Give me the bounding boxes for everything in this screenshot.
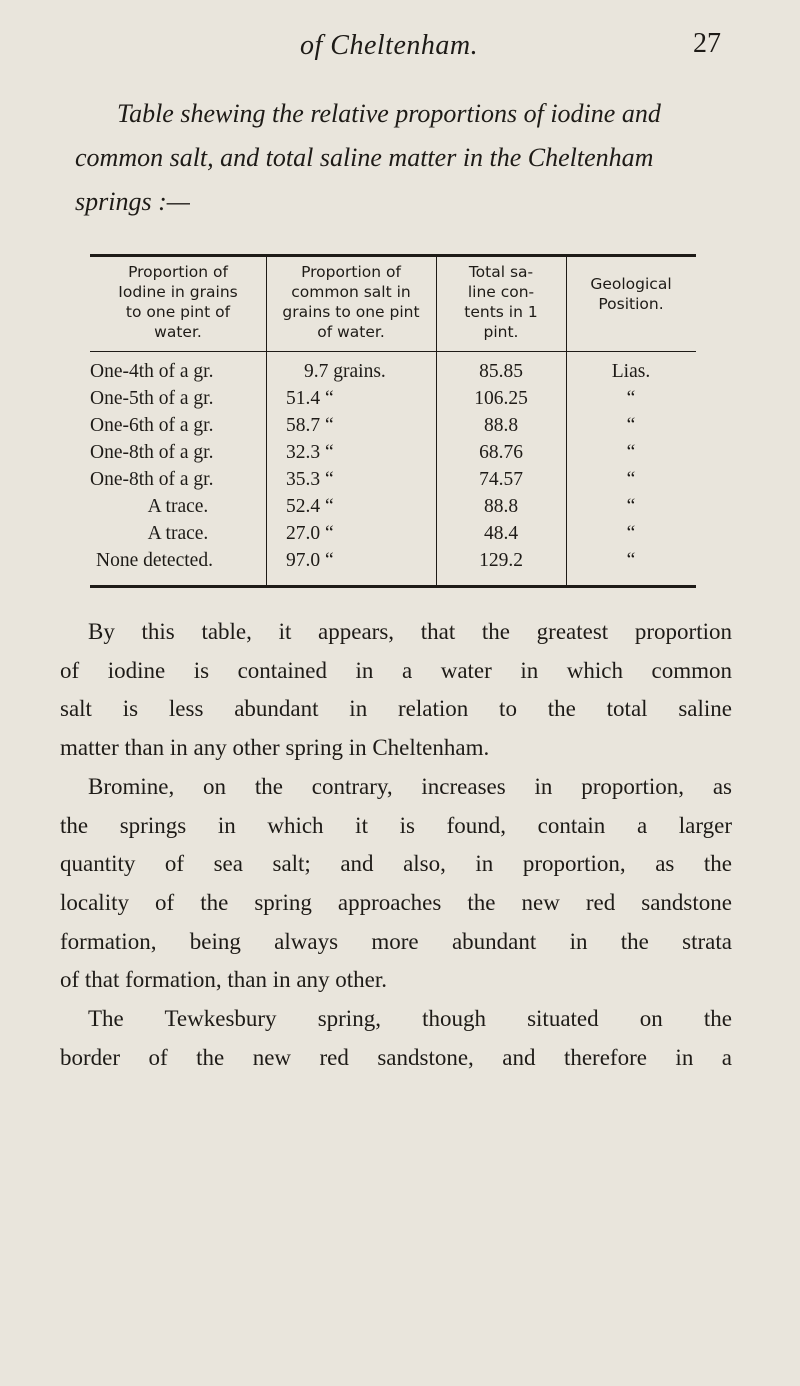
column-header-iodine: Proportion of Iodine in grains to one pint of water.	[118, 263, 238, 341]
cell-common-salt: 9.7 grains.	[304, 361, 386, 382]
cell-common-salt: 32.3 “	[286, 442, 334, 463]
cell-total-saline: 68.76	[479, 442, 523, 463]
text-line: Bromine, on the contrary, increases in proportion, as	[88, 773, 732, 799]
cell-geological-position: “	[626, 523, 636, 544]
running-title: of Cheltenham.	[300, 30, 479, 61]
body-paragraphs	[60, 613, 732, 1077]
cell-total-saline: 88.8	[483, 415, 519, 436]
table-header-rule	[90, 351, 696, 352]
caption-line: common salt, and total saline matter in the Cheltenham	[75, 143, 654, 172]
cell-total-saline: 48.4	[483, 523, 519, 544]
page-number: 27	[693, 28, 721, 59]
text-line: matter than in any other spring in Cheltenham.	[60, 735, 490, 761]
column-header-total-saline: Total sa- line con- tents in 1 pint.	[464, 263, 538, 341]
cell-iodine: One-8th of a gr.	[90, 442, 214, 463]
table-bottom-rule	[90, 585, 696, 588]
table-row	[90, 439, 696, 466]
table-row	[90, 520, 696, 547]
table-row	[90, 547, 696, 574]
text-line: of that formation, than in any other.	[60, 967, 388, 993]
cell-geological-position: “	[626, 469, 636, 490]
springs-table	[90, 254, 698, 594]
table-row	[90, 466, 696, 493]
text-line: quantity of sea salt; and also, in proportion, as the	[60, 851, 732, 877]
cell-total-saline: 129.2	[479, 550, 523, 571]
cell-iodine: One-8th of a gr.	[90, 469, 214, 490]
table-caption	[75, 92, 755, 224]
text-line: By this table, it appears, that the greatest proportion	[88, 619, 732, 644]
cell-geological-position: “	[626, 496, 636, 517]
cell-common-salt: 27.0 “	[286, 523, 334, 544]
column-header-common-salt: Proportion of common salt in grains to one pint of water.	[282, 263, 420, 341]
cell-total-saline: 85.85	[479, 361, 523, 382]
cell-common-salt: 97.0 “	[286, 550, 334, 571]
column-header-geological-position: Geological Position.	[590, 275, 672, 313]
table-top-rule	[90, 254, 696, 257]
cell-iodine: One-5th of a gr.	[90, 388, 214, 409]
cell-common-salt: 51.4 “	[286, 388, 334, 409]
cell-common-salt: 52.4 “	[286, 496, 334, 517]
cell-geological-position: “	[626, 442, 636, 463]
text-line: formation, being always more abundant in the strata	[60, 928, 732, 954]
table-body	[90, 358, 696, 574]
table-row	[90, 385, 696, 412]
table-row	[90, 493, 696, 520]
text-line: the springs in which it is found, contain a larger	[60, 812, 732, 838]
text-line: salt is less abundant in relation to the total saline	[60, 696, 732, 722]
cell-common-salt: 58.7 “	[286, 415, 334, 436]
cell-iodine: One-6th of a gr.	[90, 415, 214, 436]
text-line: of iodine is contained in a water in which common	[60, 657, 732, 683]
cell-geological-position: “	[626, 415, 636, 436]
cell-geological-position: Lias.	[611, 361, 651, 382]
text-line: border of the new red sandstone, and therefore in a	[60, 1044, 732, 1070]
text-line: locality of the spring approaches the new red sandstone	[60, 889, 732, 915]
cell-total-saline: 106.25	[474, 388, 528, 409]
caption-line: springs :—	[75, 187, 190, 216]
cell-iodine: A trace.	[147, 523, 209, 544]
cell-iodine: One-4th of a gr.	[90, 361, 214, 382]
text-line: The Tewkesbury spring, though situated on the	[88, 1006, 732, 1032]
cell-total-saline: 74.57	[479, 469, 523, 490]
cell-iodine: None detected.	[96, 550, 213, 571]
cell-common-salt: 35.3 “	[286, 469, 334, 490]
table-row	[90, 358, 696, 385]
table-row	[90, 412, 696, 439]
running-head	[0, 28, 800, 68]
cell-geological-position: “	[626, 388, 636, 409]
cell-iodine: A trace.	[147, 496, 209, 517]
cell-total-saline: 88.8	[483, 496, 519, 517]
cell-geological-position: “	[626, 550, 636, 571]
caption-line: Table shewing the relative proportions of iodine and	[117, 99, 661, 128]
